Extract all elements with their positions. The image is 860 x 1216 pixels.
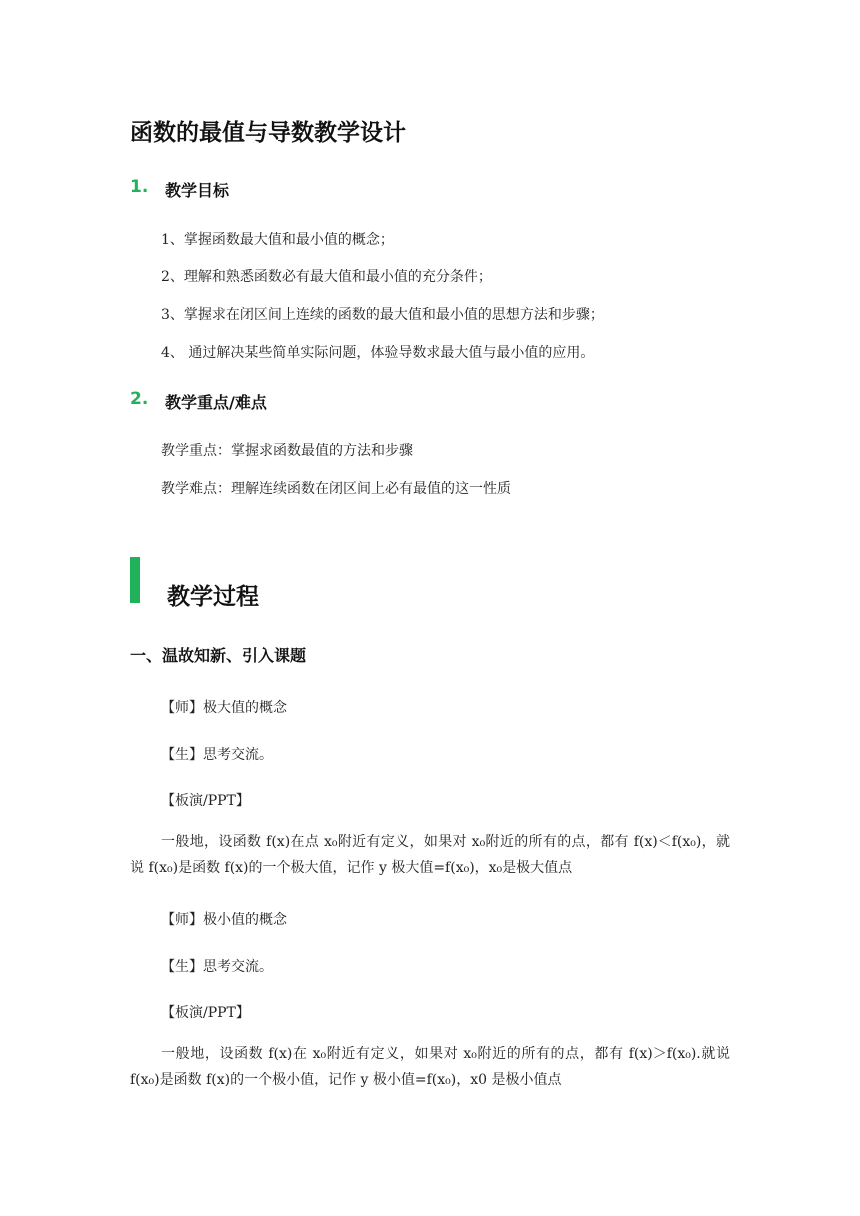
chapter-title: 教学过程 xyxy=(167,584,259,610)
section-1-number: 1. xyxy=(130,177,149,197)
chapter-accent-bar xyxy=(130,557,140,603)
min-definition-paragraph: 一般地，设函数 f(x)在 x₀附近有定义，如果对 x₀附近的所有的点，都有 f(x)＞f(x₀).就说 f(x₀)是函数 f(x)的一个极小值，记作 y 极小值=f(x₀)，x0 是极小值点 xyxy=(130,1046,730,1088)
section-2-number: 2. xyxy=(130,389,149,409)
objective-item-1: 1、掌握函数最大值和最小值的概念； xyxy=(161,232,394,248)
objective-item-2: 2、理解和熟悉函数必有最大值和最小值的充分条件； xyxy=(161,269,492,285)
subheading-review: 一、温故知新、引入课题 xyxy=(130,646,307,665)
section-2-title: 教学重点/难点 xyxy=(165,393,267,412)
objective-item-3: 3、掌握求在闭区间上连续的函数的最大值和最小值的思想方法和步骤； xyxy=(161,307,604,323)
board-line-1: 【板演/PPT】 xyxy=(161,793,250,809)
teacher-line-max: 【师】极大值的概念 xyxy=(161,700,287,716)
difficulty-line: 教学难点：理解连续函数在闭区间上必有最值的这一性质 xyxy=(161,481,511,497)
board-line-2: 【板演/PPT】 xyxy=(161,1005,250,1021)
key-point-line: 教学重点：掌握求函数最值的方法和步骤 xyxy=(161,443,413,459)
section-1-title: 教学目标 xyxy=(165,181,230,200)
objective-item-4: 4、 通过解决某些简单实际问题，体验导数求最大值与最小值的应用。 xyxy=(161,345,595,361)
student-line-2: 【生】思考交流。 xyxy=(161,959,273,975)
teacher-line-min: 【师】极小值的概念 xyxy=(161,912,287,928)
student-line-1: 【生】思考交流。 xyxy=(161,747,273,763)
document-title: 函数的最值与导数教学设计 xyxy=(130,120,406,146)
max-definition-paragraph: 一般地，设函数 f(x)在点 x₀附近有定义，如果对 x₀附近的所有的点，都有 f(x)＜f(x₀)，就说 f(x₀)是函数 f(x)的一个极大值，记作 y 极大值=f(x₀)，x₀是极大值点 xyxy=(130,834,730,876)
